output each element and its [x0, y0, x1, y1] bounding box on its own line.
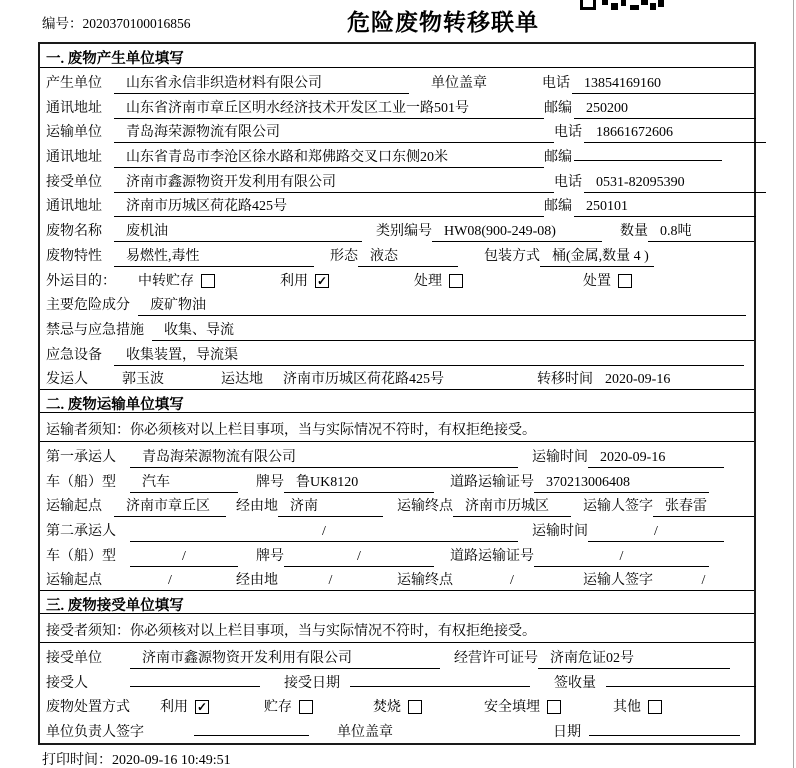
carrier-sign-value: /	[653, 573, 754, 591]
route-end-value: 济南市历城区	[453, 495, 571, 517]
route-end-label: 运输终点	[397, 499, 453, 515]
first-carrier-value: 青岛海荣源物流有限公司	[130, 446, 518, 468]
transporter-zip-group	[544, 146, 756, 166]
transporter-value: 青岛海荣源物流有限公司	[114, 121, 554, 143]
transport-time-value: /	[588, 524, 724, 542]
taboo-label: 禁忌与应急措施	[46, 322, 144, 338]
row-accept-unit	[40, 643, 754, 668]
checkbox-checked-icon	[315, 274, 329, 288]
vehicle-type-value: /	[130, 549, 238, 567]
accept-person-label: 接受人	[46, 675, 88, 691]
producer-value: 山东省永信非织造材料有限公司	[114, 72, 409, 94]
row-accept-person	[40, 668, 754, 693]
checkbox-checked-icon	[195, 700, 209, 714]
receiver-address-value: 济南市历城区荷花路425号	[114, 195, 544, 217]
checkbox-icon	[547, 700, 561, 714]
dispatcher-value: 郭玉波	[110, 368, 195, 390]
responsible-sign-label: 单位负责人签字	[46, 725, 144, 741]
accept-date-value	[350, 677, 530, 687]
checkbox-icon	[449, 274, 463, 288]
checkbox-label: 利用	[160, 700, 188, 716]
row-first-vehicle	[40, 467, 754, 492]
row-second-route	[40, 565, 754, 590]
receiver-phone-value: 0531-82095390	[584, 175, 766, 193]
accept-unit-value: 济南市鑫源物资开发利用有限公司	[130, 647, 440, 669]
row-transporter-address	[40, 142, 754, 167]
row-producer	[40, 68, 754, 93]
route-via-value: 济南	[278, 495, 383, 517]
checkbox-icon	[408, 700, 422, 714]
checkbox-transit-storage	[138, 270, 215, 290]
row-dispatcher	[40, 364, 754, 389]
checkbox-treat	[414, 270, 463, 290]
row-waste-character	[40, 241, 754, 266]
zip-label: 邮编	[544, 100, 572, 116]
dispatcher-label: 发运人	[46, 372, 88, 388]
route-start-value: 济南市章丘区	[114, 495, 226, 517]
vehicle-type-value: 汽车	[130, 471, 238, 493]
serial-label: 编号：	[42, 16, 83, 31]
row-producer-address	[40, 93, 754, 118]
carrier-sign-label: 运输人签字	[583, 499, 653, 515]
receiver-value: 济南市鑫源物资开发利用有限公司	[114, 171, 554, 193]
producer-label: 产生单位	[46, 76, 102, 91]
waste-form-label: 形态	[330, 248, 358, 264]
waste-name-value: 废机油	[114, 220, 362, 242]
signed-qty-label: 签收量	[554, 675, 596, 691]
checkbox-other	[613, 696, 662, 716]
responsible-sign-value	[194, 726, 309, 736]
packing-value: 桶(金属,数量 4 )	[540, 245, 654, 267]
checkbox-utilize	[280, 270, 329, 290]
waste-code-label: 类别编号	[376, 224, 432, 240]
row-receiver	[40, 167, 754, 192]
producer-phone-group	[542, 72, 754, 94]
plate-label: 牌号	[256, 548, 284, 564]
route-start-label: 运输起点	[46, 499, 102, 515]
second-carrier-value: /	[130, 524, 518, 542]
checkbox-icon	[201, 274, 215, 288]
plate-label: 牌号	[256, 474, 284, 490]
route-end-value: /	[453, 573, 571, 591]
producer-zip-group	[544, 97, 756, 119]
plate-value: /	[284, 549, 434, 567]
signed-qty-value	[606, 677, 756, 687]
carrier-sign-value: 张春雷	[653, 495, 754, 517]
checkbox-label: 贮存	[264, 700, 292, 716]
receiver-notice-text: 接受者须知：你必须核对以上栏目事项，当与实际情况不符时，有权拒绝接受。	[46, 624, 536, 640]
row-receiver-notice	[40, 614, 754, 643]
row-second-vehicle	[40, 541, 754, 566]
sign-date-value	[589, 726, 740, 736]
checkbox-label: 处理	[414, 273, 442, 289]
checkbox-label: 焚烧	[373, 700, 401, 716]
plate-value: 鲁UK8120	[284, 471, 434, 493]
transporter-notice-text: 运输者须知：你必须核对以上栏目事项，当与实际情况不符时，有权拒绝接受。	[46, 422, 536, 438]
road-license-value: 370213006408	[534, 475, 709, 493]
route-start-label: 运输起点	[46, 573, 102, 589]
row-responsible-sign	[40, 717, 754, 742]
form-body	[38, 42, 756, 745]
transfer-time-value: 2020-09-16	[593, 372, 754, 390]
accept-date-label: 接受日期	[284, 675, 340, 691]
vehicle-type-label: 车（船）型	[46, 548, 116, 564]
carrier-sign-label: 运输人签字	[583, 573, 653, 589]
accept-unit-label: 接受单位	[46, 651, 102, 667]
waste-name-label: 废物名称	[46, 224, 102, 240]
transfer-time-label: 转移时间	[537, 372, 593, 388]
row-transporter-notice	[40, 413, 754, 442]
row-emergency-equipment	[40, 340, 754, 365]
row-waste-name	[40, 216, 754, 241]
transporter-label: 运输单位	[46, 125, 102, 141]
equipment-label: 应急设备	[46, 347, 102, 363]
producer-address-value: 山东省济南市章丘区明水经济技术开发区工业一路501号	[114, 97, 544, 119]
address-label: 通讯地址	[46, 100, 102, 116]
row-first-carrier	[40, 442, 754, 467]
receiver-label: 接受单位	[46, 174, 102, 190]
route-via-label: 经由地	[236, 573, 278, 589]
section-3-title: 三. 废物接受单位填写	[40, 590, 754, 614]
road-license-label: 道路运输证号	[450, 548, 534, 564]
checkbox-dispose	[583, 270, 632, 290]
vehicle-type-label: 车（船）型	[46, 474, 116, 490]
print-time-value: 2020-09-16 10:49:51	[112, 753, 231, 768]
checkbox-incinerate	[373, 696, 422, 716]
checkbox-icon	[648, 700, 662, 714]
form-title: 危险废物转移联单	[347, 10, 539, 35]
address-label: 通讯地址	[46, 199, 102, 215]
route-via-label: 经由地	[236, 499, 278, 515]
packing-label: 包装方式	[484, 248, 540, 264]
checkbox-icon	[618, 274, 632, 288]
route-via-value: /	[278, 573, 383, 591]
producer-zip-value: 250200	[574, 101, 756, 119]
checkbox-label: 处置	[583, 273, 611, 289]
qr-code-fragment	[580, 0, 665, 11]
equipment-value: 收集装置，导流渠	[114, 344, 744, 366]
transport-time-label: 运输时间	[532, 524, 588, 539]
route-start-value: /	[114, 573, 226, 591]
row-first-route	[40, 491, 754, 516]
checkbox-label: 利用	[280, 273, 308, 289]
hazard-label: 主要危险成分	[46, 298, 130, 314]
purpose-label: 外运目的：	[46, 273, 116, 289]
transport-time-value: 2020-09-16	[588, 450, 724, 468]
first-carrier-label: 第一承运人	[46, 449, 116, 465]
transporter-zip-value	[574, 151, 722, 161]
transporter-address-value: 山东省青岛市李沧区徐水路和郑佛路交叉口东侧20米	[114, 146, 544, 168]
waste-code-value: HW08(900-249-08)	[432, 224, 602, 242]
row-taboo-measures	[40, 315, 754, 340]
section-1-title: 一. 废物产生单位填写	[40, 44, 754, 68]
waste-character-label: 废物特性	[46, 248, 102, 264]
destination-label: 运达地	[221, 372, 263, 388]
transporter-phone-value: 18661672606	[584, 125, 766, 143]
receiver-phone-group	[554, 171, 766, 193]
checkbox-safe-landfill	[484, 696, 561, 716]
row-transfer-purpose	[40, 266, 754, 291]
phone-label: 电话	[542, 76, 570, 91]
transporter-phone-group	[554, 121, 766, 143]
checkbox-utilize	[160, 696, 209, 716]
accept-person-value	[130, 677, 260, 687]
row-disposal-method	[40, 692, 754, 717]
waste-qty-label: 数量	[620, 224, 648, 240]
second-carrier-label: 第二承运人	[46, 524, 116, 539]
receiver-zip-group	[544, 195, 756, 217]
zip-label: 邮编	[544, 199, 572, 215]
business-license-label: 经营许可证号	[454, 651, 538, 667]
disposal-method-label: 废物处置方式	[46, 700, 130, 716]
waste-form-value: 液态	[358, 245, 458, 267]
print-time	[42, 749, 231, 768]
page-edge-line	[793, 0, 794, 768]
transport-time-label: 运输时间	[532, 449, 588, 465]
route-end-label: 运输终点	[397, 573, 453, 589]
waste-character-value: 易燃性,毒性	[114, 245, 314, 267]
row-hazard-components	[40, 290, 754, 315]
serial-value: 2020370100016856	[82, 16, 191, 31]
waste-qty-value: 0.8吨	[648, 220, 754, 242]
checkbox-label: 安全填埋	[484, 700, 540, 716]
zip-label: 邮编	[544, 150, 572, 166]
road-license-value: /	[534, 549, 709, 567]
hazard-value: 废矿物油	[138, 294, 746, 316]
sign-date-label: 日期	[553, 725, 581, 741]
row-transporter	[40, 117, 754, 142]
phone-label: 电话	[554, 174, 582, 190]
address-label: 通讯地址	[46, 150, 102, 166]
print-time-label: 打印时间：	[42, 753, 112, 768]
row-receiver-address	[40, 191, 754, 216]
business-license-value: 济南危证02号	[538, 647, 730, 669]
road-license-label: 道路运输证号	[450, 474, 534, 490]
section-2-title: 二. 废物运输单位填写	[40, 389, 754, 413]
seal-label: 单位盖章	[431, 76, 487, 91]
taboo-value: 收集、导流	[152, 319, 754, 341]
row-second-carrier	[40, 516, 754, 541]
checkbox-icon	[299, 700, 313, 714]
destination-value: 济南市历城区荷花路425号	[271, 368, 521, 390]
checkbox-label: 其他	[613, 700, 641, 716]
phone-label: 电话	[554, 125, 582, 141]
checkbox-storage	[264, 696, 313, 716]
receiver-zip-value: 250101	[574, 199, 756, 217]
unit-seal-label: 单位盖章	[337, 725, 393, 741]
checkbox-label: 中转贮存	[138, 273, 194, 289]
producer-phone-value: 13854169160	[572, 76, 754, 94]
